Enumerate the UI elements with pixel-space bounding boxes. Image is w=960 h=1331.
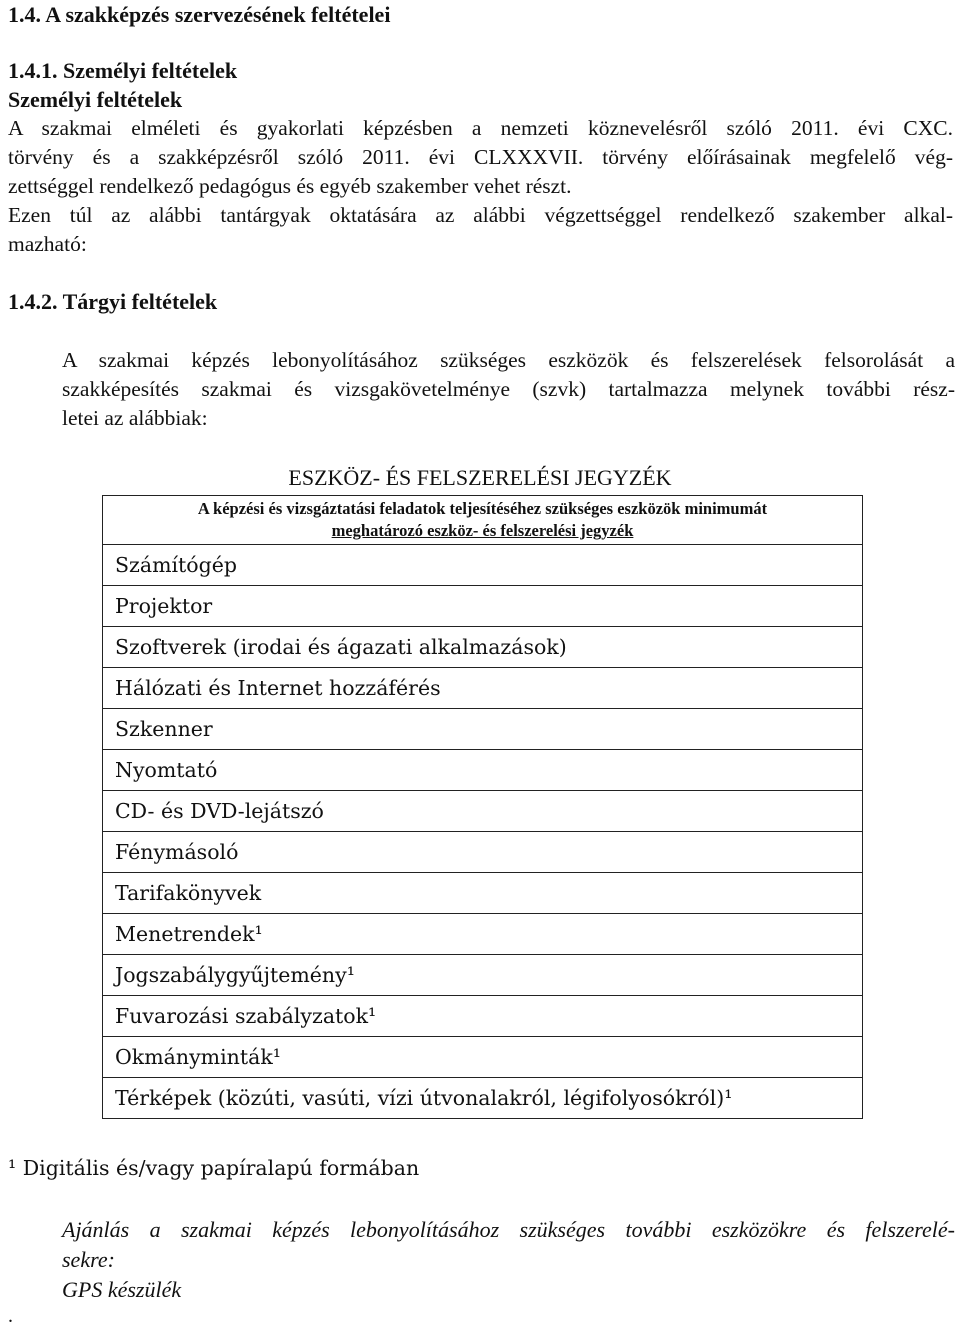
equipment-item: Jogszabálygyűjtemény¹ <box>103 955 863 996</box>
text-line: sekre: <box>62 1247 115 1272</box>
trailing-mark: . <box>8 1305 13 1327</box>
text-line: Ezen túl az alábbi tantárgyak oktatására az alábbi végzettséggel rendelkező szakember alkal- <box>8 203 953 227</box>
equipment-item: Fuvarozási szabályzatok¹ <box>103 996 863 1037</box>
table-row <box>103 914 863 955</box>
text-line: letei az alábbiak: <box>62 406 208 430</box>
table-row <box>103 832 863 873</box>
equipment-item: Fénymásoló <box>103 832 863 873</box>
text-line: A szakmai képzés lebonyolításához szükséges eszközök és felszerelések felsorolását a <box>62 348 955 372</box>
text-line: zettséggel rendelkező pedagógus és egyéb szakember vehet részt. <box>8 174 572 198</box>
table-row <box>103 955 863 996</box>
table-header-line: meghatározó eszköz- és felszerelési jegyzék <box>331 521 634 540</box>
equipment-item: Szoftverek (irodai és ágazati alkalmazások) <box>103 627 863 668</box>
material-paragraph <box>62 346 955 433</box>
equipment-item: Szkenner <box>103 709 863 750</box>
table-header-line: A képzési és vizsgáztatási feladatok teljesítéséhez szükséges eszközök minimumát <box>197 499 768 518</box>
personal-conditions-heading: 1.4.1. Személyi feltételek <box>8 58 238 83</box>
text-line: törvény és a szakképzésről szóló 2011. évi CLXXXVII. törvény előírásainak megfelelő vég- <box>8 145 953 169</box>
table-row <box>103 873 863 914</box>
equipment-item: Tarifakönyvek <box>103 873 863 914</box>
recommended-item: GPS készülék <box>62 1277 182 1302</box>
equipment-item: Nyomtató <box>103 750 863 791</box>
equipment-table <box>102 495 863 1119</box>
table-row <box>103 1037 863 1078</box>
table-row <box>103 1078 863 1119</box>
equipment-item: Számítógép <box>103 545 863 586</box>
equipment-item: CD- és DVD-lejátszó <box>103 791 863 832</box>
table-row <box>103 586 863 627</box>
table-header-row <box>103 496 863 545</box>
table-row <box>103 545 863 586</box>
personal-conditions-subheading: Személyi feltételek <box>8 87 183 112</box>
text-line: mazható: <box>8 232 87 256</box>
section-heading: 1.4. A szakképzés szervezésének feltételei <box>8 2 391 27</box>
equipment-item: Hálózati és Internet hozzáférés <box>103 668 863 709</box>
personal-paragraph-1 <box>8 114 953 201</box>
footnote: ¹ Digitális és/vagy papíralapú formában <box>8 1156 420 1180</box>
personal-paragraph-2 <box>8 201 953 259</box>
table-row <box>103 709 863 750</box>
table-row <box>103 996 863 1037</box>
text-line: Ajánlás a szakmai képzés lebonyolításához szükséges további eszközökre és felszerelé- <box>62 1217 955 1242</box>
equipment-item: Térképek (közúti, vasúti, vízi útvonalakról, légifolyosókról)¹ <box>103 1078 863 1119</box>
material-conditions-heading: 1.4.2. Tárgyi feltételek <box>8 289 218 314</box>
equipment-item: Projektor <box>103 586 863 627</box>
equipment-item: Okmányminták¹ <box>103 1037 863 1078</box>
table-header <box>103 496 863 545</box>
table-row <box>103 791 863 832</box>
table-row <box>103 627 863 668</box>
text-line: A szakmai elméleti és gyakorlati képzésben a nemzeti köznevelésről szóló 2011. évi CXC. <box>8 116 953 140</box>
equipment-item: Menetrendek¹ <box>103 914 863 955</box>
recommendation-block <box>62 1215 955 1305</box>
equipment-list-title: ESZKÖZ- ÉS FELSZERELÉSI JEGYZÉK <box>288 465 672 490</box>
text-line: szakképesítés szakmai és vizsgakövetelménye (szvk) tartalmazza melynek további rész- <box>62 377 955 401</box>
table-row <box>103 750 863 791</box>
table-row <box>103 668 863 709</box>
